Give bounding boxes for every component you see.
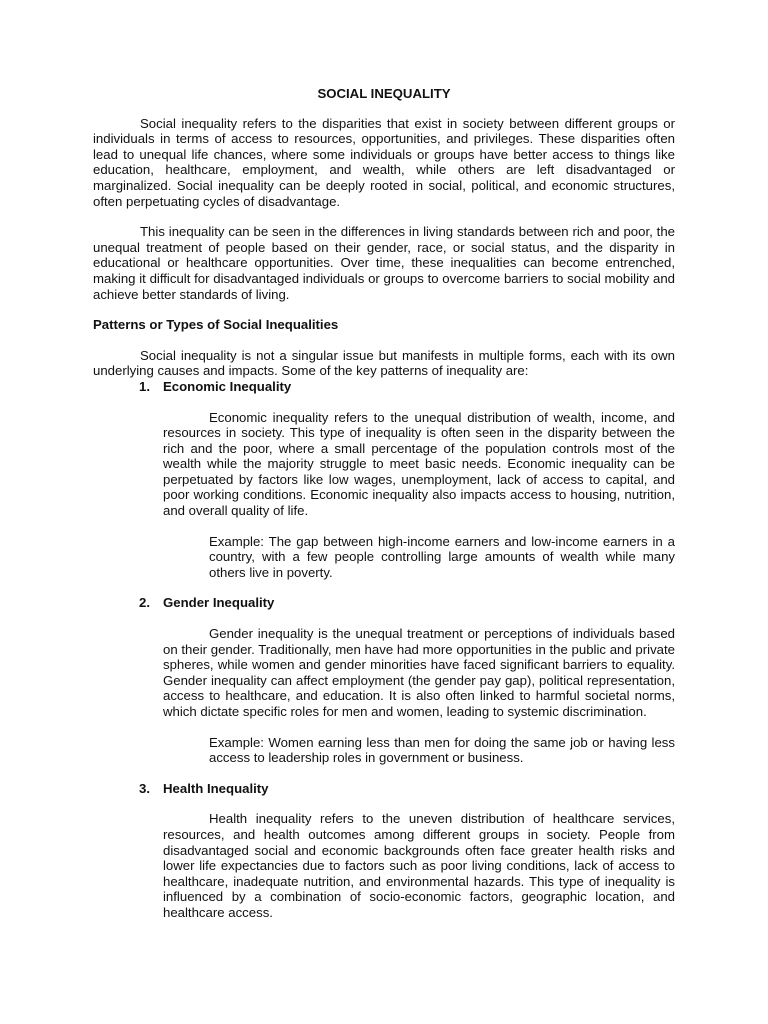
document-page [93,86,675,936]
list-item-body: Health inequality refers to the uneven distribution of healthcare services, resources, and health outcomes among different groups in society. People from disadvantaged social and economic backgrounds often face greater health risks and lower life expectancies due to factors such as poor living conditions, lack of access to healthcare, inadequate nutrition, and environmental hazards. This type of inequality is influenced by a combination of socio-economic factors, geographic location, and healthcare access. [163,811,675,920]
list-item-example: Example: Women earning less than men for doing the same job or having less access to leadership roles in government or business. [209,734,675,766]
section-intro: Social inequality is not a singular issue but manifests in multiple forms, each with its own underlying causes and impacts. Some of the key patterns of inequality are: [93,347,675,379]
paragraph-1: Social inequality refers to the disparities that exist in society between different groups or individuals in terms of access to resources, opportunities, and privileges. These disparities often lead to unequal life chances, where some individuals or groups have better access to things like education, healthcare, employment, and wealth, while others are left disadvantaged or marginalized. Social inequality can be deeply rooted in social, political, and economic structures, often perpetuating cycles of disadvantage. [93,115,675,209]
list-item-heading [93,595,675,611]
list-item-title: Economic Inequality [163,378,292,394]
list-item-number: 2. [139,595,150,611]
list-item-example: Example: The gap between high-income earners and low-income earners in a country, with a few people controlling large amounts of wealth while many others live in poverty. [209,533,675,580]
list-item-title: Health Inequality [163,780,269,796]
list-item-title: Gender Inequality [163,595,275,611]
list-item-body: Gender inequality is the unequal treatment or perceptions of individuals based on their gender. Traditionally, men have had more opportunities in the public and private spheres, while women and gender minorities have faced significant barriers to equality. Gender inequality can affect employment (the gender pay gap), political representation, access to healthcare, and education. It is also often linked to harmful societal norms, which dictate specific roles for men and women, leading to systemic discrimination. [163,626,675,719]
list-item-number: 3. [139,780,150,796]
list-item-gender [93,595,675,765]
list-item-heading [93,781,675,797]
list-item-body: Economic inequality refers to the unequal distribution of wealth, income, and resources in society. This type of inequality is often seen in the disparity between the rich and the poor, where a small percentage of the population controls most of the wealth while the majority struggle to meet basic needs. Economic inequality can be perpetuated by factors like low wages, unemployment, lack of access to capital, and poor working conditions. Economic inequality also impacts access to housing, nutrition, and overall quality of life. [163,409,675,519]
document-title: SOCIAL INEQUALITY [317,86,451,101]
list-item-heading [93,379,675,395]
list-item-number: 1. [139,378,150,394]
list-item-economic [93,379,675,581]
paragraph-2: This inequality can be seen in the differences in living standards between rich and poor, the unequal treatment of people based on their gender, race, or social status, and the disparity in educational or healthcare opportunities. Over time, these inequalities can become entrenched, making it difficult for disadvantaged individuals or groups to overcome barriers to social mobility and achieve better standards of living. [93,224,675,302]
section-heading: Patterns or Types of Social Inequalities [93,317,339,333]
list-item-health [93,781,675,921]
